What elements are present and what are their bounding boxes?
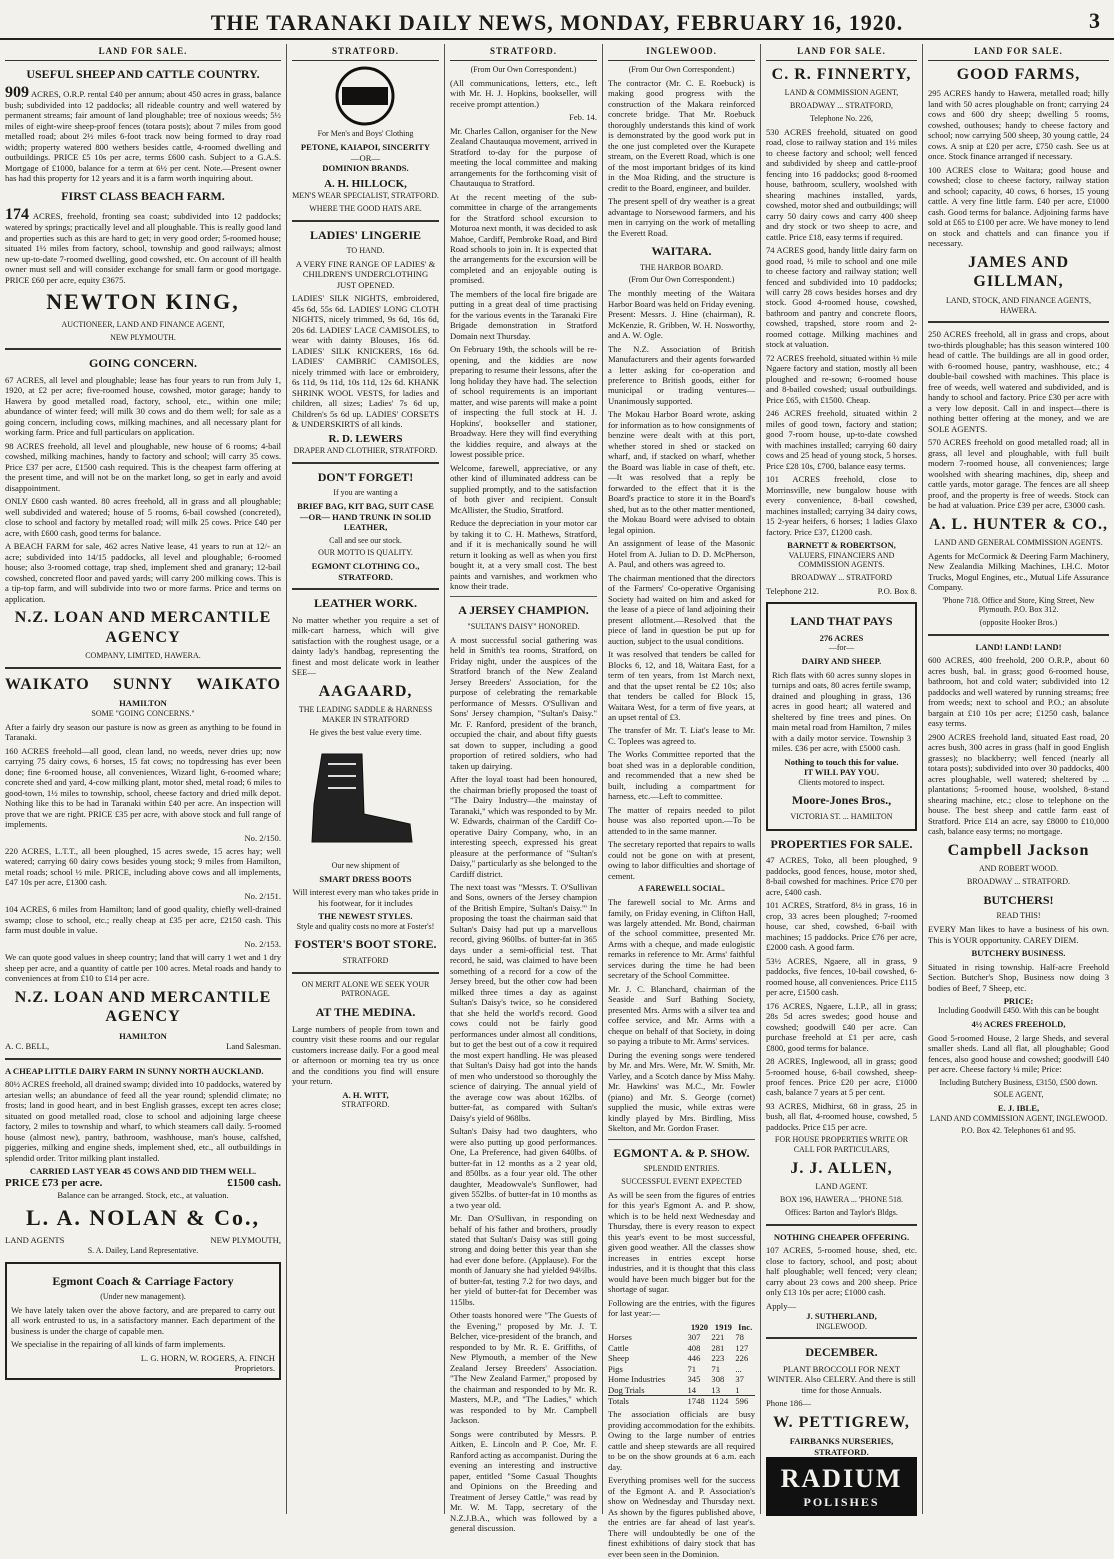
agent-phone: 'Phone 718. Office and Store, King Street, New Plymouth. P.O. Box 312. — [942, 595, 1095, 615]
acreage: 174 — [5, 206, 29, 224]
table-cell: 37 — [735, 1374, 744, 1385]
column-land-for-sale-1 — [0, 44, 286, 1514]
ad-text: We have lately taken over the above factory, and are prepared to carry out all work entrusted to us, in a satisfactory manner. Each department of the business is under the charge of capable men. — [11, 1304, 275, 1336]
table-cell: 71 — [687, 1363, 697, 1374]
news-text: A most successful social gathering was held in Smith's tea rooms, Stratford, on Friday night, under the auspices of the Stratford branch of the New Zealand Jersey Breeders' Association, for the purpose of celebrating the remarkable performance of Messrs. O'Sullivan and Sons' Jersey champion, "Sultan's Daisy." Mr. F. Ranford, president of the branch, occupied the chair, and about fifty guests sat down to supper, including a good proportion of retired soldiers, who had taken up dairying. — [450, 634, 597, 771]
terms: Balance can be arranged. Stock, etc., at valuation. — [57, 1190, 229, 1201]
ad-text: Agents for McCormick & Deering Farm Machinery, New Zealandia Milking Machines, I.H.C. Motor Trucks, Mogul Engines, etc., Mutual Life Assurance Company. — [928, 550, 1109, 593]
table-cell: 1748 — [687, 1396, 705, 1406]
table-cell: 78 — [735, 1332, 744, 1343]
table-cell: 408 — [687, 1342, 701, 1353]
ad-items: BRIEF BAG, KIT BAG, SUIT CASE —OR— HAND TRUNK IN SOLID LEATHER, — [297, 501, 434, 533]
news-text: The Mokau Harbor Board wrote, asking for information as to how consignments of benzine were dealt with at this port, whether stored in shed or stacked on wharf, and, if stacked on wharf, whether the Board was liable in case of theft, etc.—It was resolved that a reply be forwarded to the effect that it is the Board's practice to store it in the Board's shed, but as to the other matter mentioned, the Mokau Board were advised to obtain legal opinion. — [608, 409, 755, 535]
listing-text: ACRES, freehold, fronting sea coast; subdivided into 12 paddocks; watered by springs; practically level and all ploughable. This is really good land and properties such as this are hard to get; in very good order; 5-roomed house; situated 1½ miles from factory, school, township and good railways; almost new up-to-date 7-roomed dwelling, good cowshed, etc. On account of ill health owner must sell and will consider exchange for small farm or good mortgage. PRICE £60 per acre, equity £3675. — [5, 211, 281, 285]
listing-text: ACRES, O.R.P. rental £40 per annum; about 450 acres in grass, balance bush; subdivided into 12 paddocks; all rideable country and well watered by permanent streams; fair amount of land ploughable; tree of noxious weeds; 5½ miles of eight-wire sheep-proof fences (totara posts); about 7 miles from good metalled road; about 2½ miles 6-foot track now being formed to dray road width; property watered 800 wethers besides cattle, 4-roomed dwelling and outbuildings. PRICE £5 10s per acre, terms £600 cash. Subject to a G.A.S. Mortgage of £1000, balance for a term at 6½ per cent. Note.—Present owner has had this property for 12 years and it is a farm worth inquiring about. — [5, 88, 281, 183]
ad-heading: LEATHER WORK. — [314, 596, 417, 611]
ad-names: L. G. HORN, W. ROGERS, A. FINCH — [140, 1352, 275, 1363]
town: HAMILTON — [119, 1030, 167, 1041]
news-text: The next toast was "Messrs. T. O'Sullivan and Sons, owners of the Jersey champion of the British Empire, 'Sultan's Daisy.'" In proposing the toast the chairman said that Sultan's Daisy had put up a marvellous record, giving 960lbs. of butter-fat in 365 days under a semi-official test. That record, he said, was claimed to have been something of a record for a cow of the Jersey breed, but the other cow had been milked three times a day as against Sultan's Daisy's twice, so he considered that she held the world's record. Good cows could not be fairly good performances under almost all conditions, but to get the best out of a cow it required the most expert handling. He was pleased that Sultan's Daisy had got into the hands of men who understood so thoroughly the science of dairying. The annual yield of the average cow was about 162lbs. of butter-fat, as compared with Sultan's Daisy's yield of 968lbs. — [450, 882, 597, 1123]
ad-text: If you are wanting a — [333, 488, 398, 498]
listing: 74 ACRES good, handy little dairy farm on good road, ½ mile to school and one mile to cheese factory and railway station; well fenced and subdivided into 10 paddocks; will carry 28 cows besides horses and dry stock. Good 4-roomed house, cowshed, bathroom and pantry and concrete floors, cowshed, trapshed, store room and 2-roomed cottage. Milking machines and stock at valuation. — [766, 245, 917, 350]
ad-heading: PROPERTIES FOR SALE. — [770, 836, 913, 851]
agent-phone: Phone 186— — [766, 1398, 812, 1409]
news-text: Following are the entries, with the figures for last year:— — [608, 1297, 755, 1319]
listing: 570 ACRES freehold on good metalled road; all in grass, all level and ploughable, with full built modern 7-roomed house, all conveniences; large woolshed with shearing machines, dip, sheep and cattle yards, motor garage. The fences are all sheep proof, and the property is free of weeds. Stock can be had at valuation. Price £39 per acre, £3000 cash. — [928, 437, 1109, 511]
agent-sub: LAND AND GENERAL COMMISSION AGENTS. — [934, 538, 1103, 548]
agent-contact — [766, 586, 917, 596]
ad-acres: 276 ACRES — [819, 632, 864, 643]
ad-text: A VERY FINE RANGE OF LADIES' & CHILDREN'S UNDERCLOTHING JUST OPENED. — [295, 258, 436, 290]
agent-name: J. J. ALLEN, — [790, 1159, 893, 1177]
listing: 107 ACRES, 5-roomed house, shed, etc. close to factory, school, and post; about half ploughable; well fenced; very clean; carry about 23 cows and 200 sheep. Price only £13 10s per acre; £1000 cash. — [766, 1245, 917, 1298]
news-text: Sultan's Daisy had two daughters, who were also putting up good performances. One, La Preference, had given 640lbs. of butter-fat in 12 months as a 2 year old, and 850lbs. as a four year old. The other daughter, Meadowvale's Sunflower, had given 552lbs. of butter-fat in 10 months as a two year old. — [450, 1126, 597, 1210]
banner-mid: SUNNY — [112, 675, 174, 693]
ad-text: DOMINION BRANDS. — [322, 163, 409, 174]
listing: 250 ACRES freehold, all in grass and crops, about two-thirds ploughable; has this season wintered 100 head of cattle. The buildings are all in good order, with 6-roomed house, pantry, washhouse, etc.; 4 double-bail cowshed with machines. This place is free of weeds, well watered and subdivided, and is handy to school and factory. Price £30 per acre with a very low deposit. Call in and inspect—there is nothing better offering at the money, and we are SOLE AGENTS. — [928, 329, 1109, 434]
listing: 176 ACRES, Ngaere, L.I.P., all in grass; 28s 5d acres swedes; good house and cowshed; goodwill £40 per acre. Can purchase freehold at £1 per acre, cash £800, good terms for balance. — [766, 1000, 917, 1053]
masthead — [0, 0, 1114, 40]
acreage: 909 — [5, 83, 29, 101]
agent-name: N.Z. LOAN AND MERCANTILE AGENCY — [14, 609, 272, 646]
news-text: It was resolved that tenders be called for Blocks 6, 12, and 18, Waitara East, for a term of ten years, from 1st March next, and that the upset rental be £2 10s; also that tenders be called for Block 15, Waitara West, for a term of five years, at an upset rental of £3. — [608, 649, 755, 722]
section-heading: INGLEWOOD. — [608, 44, 755, 61]
table-cell: Sheep — [608, 1353, 630, 1364]
ad-subheading: For Men's and Boys' Clothing — [317, 129, 414, 139]
shop-name: A. H. HILLOCK, — [324, 177, 407, 190]
ad-heading: GOOD FARMS, — [956, 65, 1081, 83]
listing-ref: No. 2/153. — [244, 938, 281, 949]
table-cell: 596 — [735, 1396, 749, 1406]
table-row — [608, 1353, 755, 1363]
divider — [608, 1139, 755, 1140]
cash: £1500 cash. — [227, 1176, 281, 1189]
ad-heading: FIRST CLASS BEACH FARM. — [61, 189, 225, 204]
ad-subheading: POLISHES — [803, 1495, 880, 1510]
table-row — [608, 1385, 755, 1396]
news-text: Mr. Dan O'Sullivan, in responding on behalf of his father and brothers, proudly stated that Sultan's Daisy was still going strong and doing better this year than she had ever done before. (Applause). For the month of January she had yielded 94½lbs. of butter-fat, testing 7.2 for two days, and her yield of butter-fat for December was 115lbs. — [450, 1213, 597, 1307]
table-cell: 1124 — [711, 1396, 729, 1406]
ad-heading: LAND! LAND! LAND! — [975, 641, 1062, 652]
news-text: As will be seen from the figures of entries for this year's Egmont A. and P. show, which is to be held next Wednesday and Thursday, there is every reason to expect this year's event to be most successful, given good weather. All the classes show increases in entries except horse industries, and it is thought that this class would have been much bigger but for the shortage of sugar. — [608, 1189, 755, 1295]
agent-box: BOX 196, HAWERA ... 'PHONE 518. — [779, 1195, 904, 1205]
agent-phone: Telephone No. 226, — [810, 113, 873, 123]
agent-name: JAMES AND GILLMAN, — [967, 253, 1069, 291]
news-subheading: A FAREWELL SOCIAL. — [638, 884, 725, 894]
listing: 80½ ACRES freehold, all drained swamp; divided into 10 paddocks, watered by artesian wells; an abundance of feed all the year round; splendid climate; no frosts; land in good heart, and in best English grasses, except ten acres close; situated on good metalled road, close to school and adjoining large cheese factory, 2 miles to township and wharf, to which steamers call daily. 5-roomed house (almost new), pantry, bathroom, washhouse, man's house, calfshed, piggeries, milking and engine sheds, implement shed, etc., all outbuildings in splendid order. Tritor milking plant installed. — [5, 1079, 281, 1163]
ad-subheading: BUTCHERY BUSINESS. — [971, 948, 1066, 959]
ad-text: Situated in rising township. Half-acre Freehold Section. Butcher's Shop, Business now doing 3 bodies of Beef, 7 Sheep, etc. — [928, 961, 1109, 993]
table-header — [608, 1322, 687, 1332]
news-heading: A JERSEY CHAMPION. — [458, 603, 589, 618]
ad-heading: AT THE MEDINA. — [315, 1005, 416, 1020]
listing: 101 ACRES, Stratford, 8½ in grass, 16 in crop, 33 acres been ploughed; 7-roomed house, car shed, cowshed, 6-bail with machines; 15 paddocks. Price £76 per acre, £2000 cash. A good farm. — [766, 900, 917, 953]
ad-text: PETONE, KAIAPOI, SINCERITY — [300, 142, 431, 153]
agent-town: BROADWAY ... STRATFORD, — [790, 101, 893, 111]
ad-heading: SMART DRESS BOOTS — [319, 873, 412, 884]
news-text: The secretary reported that repairs to walls could not be gone on with at present, owing to labor difficulties and shortage of cement. — [608, 839, 755, 881]
ad-heading: RADIUM — [780, 1464, 903, 1494]
news-text: During the evening songs were tendered by Mr. and Mrs. Were, Mr. W. Smith, Mr. Varley, and a Scotch dance by Miss Mahy. Mr. Hawkins' was M.C., Mr. Fowler (piano) and Mr. S. George (cornet) supplied the music, while extras were kindly played by Mrs. Birdling, Miss Skelton, and Mr. Gordon Fraser. — [608, 1049, 755, 1134]
ad-text: —for— — [828, 643, 855, 653]
listing: 295 ACRES handy to Hawera, metalled road; hilly land with 50 acres ploughable on front; carrying 24 cows and 600 dry sheep; dwelling 5 rooms, cowshed, outhouses; handy to cheese factory and school; now carrying 500 sheep, 30 young cattle, 24 cows. A snip at £20 per acre, £750 cash. See us at once. Stock finance arranged if necessary. — [928, 88, 1109, 162]
listing — [5, 208, 281, 285]
listing: 530 ACRES freehold, situated on good road, close to railway station and 1½ miles to cheese factory and school; well fenced and subdivided by sheep and cattle-proof fencing into 16 paddocks; good 8-roomed house, bathroom, scullery, woolshed with shearing machines installed, yards, cowshed, motor shed and outbuildings; will carry 50 dairy cows and carry 400 sheep and dry stock or two sheep to acre, and cattle. Price £18, easy terms if required. — [766, 126, 917, 242]
ad-text: Call and see our stock. — [329, 535, 402, 545]
listing-ref: No. 2/150. — [244, 832, 281, 843]
table-cell: 226 — [735, 1353, 749, 1364]
ad-highlight: CARRIED LAST YEAR 45 COWS AND DID THEM WELL. — [29, 1166, 257, 1177]
ad-heading: Egmont Coach & Carriage Factory — [52, 1273, 234, 1288]
agent-town: INGLEWOOD. — [816, 1321, 867, 1331]
news-subheading: THE HARBOR BOARD. — [640, 262, 723, 272]
egmont-coach-ad — [5, 1262, 281, 1380]
ad-role: Proprietors. — [234, 1363, 275, 1374]
news-text: On February 19th, the schools will be re-opening, and the kiddies are now preparing to resume their lessons, after the long holiday they have had. The selection of school requirements is an important matter, and wise parents will make a point of inspecting the full stock at H. J. Hopkins', bookseller and stationer, Broadway. Here they will find everything the kiddies require, and always at the lowest possible price. — [450, 344, 597, 460]
entries-table — [608, 1322, 755, 1407]
table-cell: ... — [735, 1363, 742, 1374]
banner-right: WAIKATO — [196, 675, 281, 693]
news-text: Mr. Charles Callon, organiser for the New Zealand Chautauqua movement, arrived in Stratford to-day for the purpose of meeting the local committee and making arrangements for the forthcoming visit of Chautauqua to Stratford. — [450, 125, 597, 189]
ad-text: We specialise in the repairing of all kinds of farm implements. — [11, 1339, 226, 1350]
news-text: The N.Z. Association of British Manufacturers and their agents forwarded a letter asking for co-operation and preference to British goods, either for municipal or trading ventures—Unanimously supported. — [608, 343, 755, 406]
ad-text: DAIRY AND SHEEP. — [801, 656, 882, 667]
byline: (From Our Own Correspondent.) — [628, 275, 735, 285]
listing: A BEACH FARM for sale, 462 acres Native lease, 41 years to run at 12/- an acre; subdivided into 14/15 paddocks, all level and ploughable; 6-roomed house; also 3-roomed cottage, trap shed, implement shed and granary; 12-bail cowshed, concreted floor and paved yards; will carry 200 milking cows. This is a tip-top farm, and will subdivide into two or more farms. Price and terms on application. — [5, 541, 281, 604]
ad-heading: NOTHING CHEAPER OFFERING. — [773, 1231, 910, 1242]
listing: 160 ACRES freehold—all good, clean land, no weeds, never dries up; now carrying 75 dairy cows, 6 horses, 15 fat cows; no topdressing has ever been done; fine 6-roomed house, all conveniences, Wizard light, 6-roomed whare; concrete shed and yard, 4-cow milking plant, motor shed, metal road; 6 miles to good-town, 1½ miles to township, school, cheese factory and dried milk depot. Nothing like this to be had in Taranaki within £40 per acre. An inspection will prove that we are right. PRICE £35 per acre, with above stock and full range of implements. — [5, 745, 281, 830]
listing: 100 ACRES close to Waitara; good house and cowshed; close to cheese factory, railway station and school; capacity, 40 cows, 6 horses, 15 young cattle. A very fine little farm. £40 per acre, £1000 cash. Good terms for balance. Adjoining farms have sold at £65 to £100 per acre. We have money to lend on stock and chattels and can finance you if necessary. — [928, 164, 1109, 249]
section-heading: LAND FOR SALE. — [5, 44, 281, 61]
ad-heading: LAND THAT PAYS — [790, 614, 893, 629]
ad-text: Our new shipment of — [331, 860, 400, 870]
news-text: The present spell of dry weather is a great advantage to Norsewood farmers, and his men in carrying on the work of metalling the Everett Road. — [608, 196, 755, 238]
byline: (From Our Own Correspondent.) — [628, 64, 735, 74]
listing: We can quote good values in sheep country; land that will carry 1 wet and 1 dry sheep per acre, and a quantity of cattle per 100 acres. Metal roads and handy to conveniences at from £10 to £14 per acre. — [5, 952, 281, 984]
table-cell: 14 — [687, 1384, 697, 1395]
listing: 104 ACRES, 6 miles from Hamilton; land of good quality, chiefly well-drained swamp; close to school, etc.; really cheap at £35 per acre, £2150 cash. This farm must double in value. — [5, 904, 281, 936]
agent-sub: AND ROBERT WOOD. — [978, 864, 1058, 874]
ad-text: ON MERIT ALONE WE SEEK YOUR PATRONAGE. — [301, 979, 430, 999]
boot-illustration — [292, 744, 422, 854]
news-text: The transfer of Mr. T. Liat's lease to Mr. C. Toplees was agreed to. — [608, 725, 755, 746]
listing: 28 ACRES, Inglewood, all in grass; good 5-roomed house, 6-bail cowshed, sheep-proof fences. Price £20 per acre, £1000 cash, balance 7 years at 5 per cent. — [766, 1056, 917, 1098]
table-cell: 221 — [711, 1332, 725, 1343]
listing: 72 ACRES freehold, situated within ½ mile Ngaere factory and station, mostly all been ploughed and re-sown; 6-roomed house and 8-bailed cowshed; usual outbuildings. Price £65, with £1500. Cheap. — [766, 352, 917, 405]
shop-tagline: WHERE THE GOOD HATS ARE. — [309, 203, 422, 213]
agent-line — [5, 1235, 281, 1245]
agent-name: BARNETT & ROBERTSON, — [787, 540, 896, 551]
table-row — [608, 1332, 755, 1342]
shop-town: STRATFORD. — [341, 1100, 390, 1110]
listing: 47 ACRES, Toko, all been ploughed, 9 paddocks, good fences, house, motor shed, 8-bail cowshed for machines. Price £70 per acre, £400 cash. — [766, 855, 917, 897]
divider — [766, 1337, 917, 1339]
ad-heading: GOING CONCERN. — [88, 356, 197, 371]
ad-text: OUR MOTTO IS QUALITY. — [318, 548, 413, 558]
ad-subheading: 4½ ACRES FREEHOLD, — [971, 1019, 1066, 1030]
news-subheading: SUCCESSFUL EVENT EXPECTED — [621, 1177, 742, 1187]
shop-sub: THE LEADING SADDLE & HARNESS MAKER IN STRATFORD — [298, 705, 433, 724]
table-cell: Cattle — [608, 1342, 629, 1353]
ad-text: Including Butchery Business, £3150, £500 down. — [939, 1077, 1098, 1087]
news-text: The farewell social to Mr. Arms and family, on Friday evening, in Clifton Hall, was largely attended. Mr. Bond, chairman of the school committee, presented Mr. Arms with a cheque, and made eulogistic remarks in reference to Mr. Arms' faithful services during the time he had been secretary of the School Committee. — [608, 897, 755, 981]
table-cell: 308 — [711, 1374, 725, 1385]
news-text: The association officials are busy providing accommodation for the exhibits. Owing to the large number of entries cattle and sheep stewards are all required to be on the show grounds at 6 a.m. each day. — [608, 1409, 755, 1472]
ad-subheading: READ THIS! — [996, 911, 1041, 921]
agent-box: P.O. Box 42. Telephones 61 and 95. — [961, 1126, 1076, 1136]
agent-town: BROADWAY ... STRATFORD. — [967, 876, 1070, 886]
agent-address: (opposite Hooker Bros.) — [979, 618, 1058, 628]
listing: 98 ACRES freehold, all level and ploughable, new house of 6 rooms; 4-bail cowshed, milking machines, handy to factory and school; will carry 35 cows. Price £37 per acre, £1500 cash required. This is the cheapest farm offering at the present time, and will not be on the market long, so get in early and avoid disappointment. — [5, 440, 281, 493]
ad-text: Rich flats with 60 acres sunny slopes in turnips and oats, 80 acres fertile swamp, drained and ploughing in grass, 136 acres in good heart; all watered and sheltered by fine trees and pines. On main metal road from Hamilton, 7 miles with a daily motor service. Township 3 miles. £36 per acre, with £5000 cash. — [772, 669, 911, 754]
agent-sub: VALUERS, FINANCIERS AND COMMISSION AGENTS. — [788, 550, 895, 570]
ad-text: Good 5-roomed House, 2 large Sheds, and several smaller sheds. Land all flat, all ploughable; Good fences, also good house and cowshed; goodwill £40 per acre. Cheese factory ¼ mile; Price: — [928, 1032, 1109, 1075]
table-cell: 127 — [735, 1342, 749, 1353]
news-subheading: "SULTAN'S DAISY" HONORED. — [467, 622, 580, 632]
agent-town: NEW PLYMOUTH. — [110, 332, 176, 342]
news-text: (All communications, letters, etc., left with Mr. H. J. Hopkins, bookseller, will receive prompt attention.) — [450, 77, 597, 109]
section-heading: LAND FOR SALE. — [928, 44, 1109, 61]
masthead-title: THE TARANAKI DAILY NEWS, MONDAY, FEBRUARY 16, 1920. — [210, 10, 904, 35]
agent-name: E. J. IBLE, — [997, 1103, 1040, 1114]
agent-box: P.O. Box 8. — [877, 585, 917, 596]
listing: 53½ ACRES, Ngaere, all in grass, 9 paddocks, five fences, 10-bail cowshed, 6-roomed house, all conveniences. Price £115 per acre, £1500 cash. — [766, 955, 917, 998]
table-header-row — [608, 1322, 755, 1332]
ad-text: Will interest every man who takes pride in his footwear, for it includes — [292, 887, 439, 908]
news-text: Reduce the depreciation in your motor car by taking it to C. H. Mathews, Stratford, and if it is mechanically sound he will return it looking as well as when you first bought it, at a very small cost. The best paints and varnishes, and workmen who know their trade. — [450, 518, 597, 591]
banner-left: WAIKATO — [5, 675, 90, 693]
dateline: Feb. 14. — [569, 112, 597, 123]
ad-subheading: (Under new management). — [100, 1292, 186, 1302]
listing: 93 ACRES, Midhirst, 68 in grass, 25 in bush, all flat, 4-roomed house, cowshed, 5 paddocks. Price £15 per acre. — [766, 1100, 917, 1132]
news-heading: WAITARA. — [651, 243, 712, 258]
news-text: The members of the local fire brigade are putting in a great deal of time practising for the various events in the Taranaki Fire Brigade demonstration in Stratford Domain next Thursday. — [450, 288, 597, 341]
agent-name: C. R. FINNERTY, — [771, 65, 912, 83]
listing: ONLY £600 cash wanted. 80 acres freehold, all in grass and all ploughable; well subdivided and watered; house of 5 rooms, 6-bail cowshed (concreted), close to school and factory by metalled road; will milk 25 cows. Price £40 per acre, with £600 cash, good terms for balance. — [5, 496, 281, 538]
ad-heading: BUTCHERS! — [983, 892, 1054, 907]
agent-sub: COMPANY, LIMITED, HAWERA. — [85, 651, 201, 661]
table-header: 1920 — [690, 1321, 709, 1332]
table-total-row — [608, 1396, 755, 1407]
agent-town: BROADWAY ... STRATFORD — [791, 573, 892, 583]
land-that-pays-ad — [766, 602, 917, 830]
agent-sub: LAND, STOCK, AND FINANCE AGENTS, HAWERA. — [946, 295, 1091, 315]
ad-text: Nothing to touch this for value. — [784, 756, 899, 767]
table-cell: 13 — [711, 1384, 720, 1395]
divider — [5, 348, 281, 350]
ad-text: PLANT BROCCOLI FOR NEXT WINTER. Also CELERY. And there is still time for those Annuals. — [767, 1363, 916, 1395]
news-text: The contractor (Mr. C. E. Roebuck) is making good progress with the construction of the Makara reinforced concrete bridge. That Mr. Roebuck thoroughly understands this kind of work is demonstrated by the good work put in the one just completed over the Kurapete stream, on the Everett Road, which is one of the most important bridges of its kind in the Moa Riding, and the structure is credit to the Board, engineer, and builder. — [608, 77, 755, 193]
agent-town: NEW PLYMOUTH, — [210, 1235, 281, 1246]
table-cell: 345 — [687, 1374, 701, 1385]
ad-text: Style and quality costs no more at Foster's! — [296, 921, 435, 931]
agent-name: Moore-Jones Bros., — [791, 793, 892, 808]
agent-town: STRATFORD. — [814, 1446, 869, 1457]
price-line — [5, 1177, 281, 1190]
news-text: The Works Committee reported that the boat shed was in a deplorable condition, and recommended that a new shed be built, including a compartment for harness, etc.—Left to committee. — [608, 749, 755, 802]
table-cell: 281 — [711, 1342, 725, 1353]
news-text: After the loyal toast had been honoured, the chairman briefly proposed the toast of "The Dairy Industry—the mainstay of Taranaki," which was responded to by Mr. W. Edwards, chairman of the Cardiff Co-operative Dairy Company, who, in an interesting speech, expressed his great pleasure at the performance of "Sultan's Daisy," particularly as she belonged to the Cardiff district. — [450, 774, 597, 879]
table-cell: 71 — [711, 1363, 720, 1374]
agent-name: NEWTON KING, — [46, 289, 240, 314]
divider — [292, 462, 439, 464]
column-inglewood-waitara — [602, 44, 760, 1559]
ad-heading: LADIES' LINGERIE — [309, 227, 422, 242]
table-header: Inc. — [738, 1321, 753, 1332]
salesman-name: A. C. BELL, — [5, 1041, 50, 1052]
news-text: Welcome, farewell, appreciative, or any other kind of illuminated address can be supplied promptly, and to the satisfaction of both giver and recipient. Consult McAllister, the Studio, Stratford. — [450, 462, 597, 515]
ad-heading: DECEMBER. — [805, 1345, 878, 1360]
ad-text: No matter whether you require a set of milk-cart harness, which will give satisfaction with the roughest usage, or a dainty lady's handbag, representing the finest and most delicate work in leather SEE— — [292, 614, 439, 678]
divider — [5, 1058, 281, 1060]
table-cell: 1 — [735, 1384, 740, 1395]
agent-sub: AUCTIONEER, LAND AND FINANCE AGENT, — [61, 319, 225, 329]
news-heading: EGMONT A. & P. SHOW. — [613, 1145, 750, 1160]
table-row — [608, 1364, 755, 1374]
column-stratford-news — [444, 44, 602, 1534]
divider — [292, 972, 439, 974]
agent-name: W. PETTIGREW, — [773, 1413, 910, 1431]
agent-sub: LAND AGENT. — [815, 1182, 868, 1192]
table-cell: Pigs — [608, 1363, 623, 1374]
representative: S. A. Dailey, Land Representative. — [87, 1245, 199, 1255]
page-number: 3 — [1089, 8, 1100, 33]
listing: 101 ACRES freehold, close to Morrinsville, new bungalow house with every convenience, 8-bail cowshed, machines installed; carrying 34 dairy cows, 15 2-year heifers, 6 horses; 1 ladies Glaxo factory. Price £37, £1200 cash. — [766, 474, 917, 537]
ad-heading: USEFUL SHEEP AND CATTLE COUNTRY. — [26, 66, 260, 81]
listing-ref: No. 2/151. — [244, 890, 281, 901]
table-cell: 307 — [687, 1332, 701, 1343]
news-text: Everything promises well for the success of the Egmont A. and P. Association's show on Wednesday and Thursday next. As shown by the figures published above, the entries are far ahead of last year's. There will undoubtedly be one of the finest exhibitions of dairy stock that has ever been seen in the Dominion. — [608, 1475, 755, 1559]
ad-banner — [5, 675, 281, 695]
agent-name: L. A. NOLAN & Co., — [25, 1204, 260, 1230]
table-row — [608, 1374, 755, 1384]
ad-text: IT WILL PAY YOU. — [804, 767, 879, 778]
divider — [766, 1224, 917, 1226]
agent-name: A. L. HUNTER & CO., — [928, 515, 1108, 533]
ad-text: EVERY Man likes to have a business of his own. This is YOUR opportunity. CAREY DIEM. — [928, 924, 1109, 945]
ad-text: —OR— — [350, 152, 381, 163]
divider — [5, 667, 281, 669]
agent-name: Campbell Jackson — [947, 841, 1090, 859]
salesman-line — [5, 1041, 281, 1051]
table-row — [608, 1343, 755, 1353]
column-stratford-ads — [286, 44, 444, 1514]
ad-text: THE NEWEST STYLES. — [318, 911, 413, 922]
agent-office: Offices: Barton and Taylor's Bldgs. — [785, 1207, 898, 1217]
news-text: Songs were contributed by Messrs. P. Aitken, E. Lincoln and P. Coe, Mr. F. Ranford acting as accompanist. During the evening an interesting and instructive paper, entitled "Some Casual Thoughts and Opinions on the Breeding and Treatment of Jersey Cattle," was read by Mr. W. M. Tapp, secretary of the N.Z.J.B.A., which was followed by a general discussion. — [450, 1428, 598, 1534]
listing: 600 ACRES, 400 freehold, 200 O.R.P., about 60 acres bush, bal. in grass; good 6-roomed house, bathroom, hot and cold water; subdivided into 12 paddocks and well watered by running streams; free from weeds; next to school and P.O.; an absolute bargain at £10 10s per acre; £1250 cash, balance easy terms. — [928, 655, 1109, 729]
shop-name: AAGAARD, — [318, 682, 413, 700]
shop-name: A. H. WITT, — [342, 1089, 389, 1100]
column-land-for-sale-3 — [922, 44, 1114, 1514]
shop-tagline: He gives the best value every time. — [309, 727, 422, 737]
listing: 220 ACRES, L.T.T., all been ploughed, 15 acres swede, 15 acres hay; well watered; carrying 60 dairy cows besides young stock; 9 miles from Hamilton, metal roads; school ½ mile. PRICE, including above cows and all implements, £47 10s per acre, £1300 cash. — [5, 845, 281, 888]
table-cell: 446 — [687, 1353, 701, 1364]
agent-town: VICTORIA ST. ... HAMILTON — [790, 811, 893, 821]
ad-heading: DON'T FORGET! — [317, 469, 414, 484]
listing: 2900 ACRES freehold land, situated East road, 20 acres bush, 300 acres in grass (half in good English grasses); no blackberry; well fenced (nearly all totara posts); subdivided into over 30 paddocks, 400 acres ploughable, well watered; sheltered by ... plantations; 5-roomed house, woolshed, 8-stand shearing machine, etc.; close to telephone on the house. The best sheep and cattle farm east of Stratford. Price £14 an acre, say £8000 to £10,000 cash, balance easy terms; no mortgage. — [928, 731, 1109, 837]
agent-sub: LAND AND COMMISSION AGENT, INGLEWOOD. — [929, 1113, 1108, 1123]
shop-name: R. D. LEWERS — [328, 432, 403, 445]
shop-sub: DRAPER AND CLOTHIER, STRATFORD. — [293, 446, 438, 456]
column-land-for-sale-2 — [760, 44, 922, 1514]
table-cell: Horses — [608, 1332, 632, 1343]
agent-phone: Telephone 212. — [766, 585, 819, 596]
agent-sub: LAND & COMMISSION AGENT, — [784, 88, 899, 98]
radium-polishes-ad — [766, 1457, 917, 1515]
byline: (From Our Own Correspondent.) — [470, 64, 577, 74]
divider — [928, 321, 1109, 323]
ad-text: Clients motored to inspect. — [798, 777, 885, 787]
section-heading: LAND FOR SALE. — [766, 44, 917, 61]
divider — [292, 220, 439, 222]
table-cell: Totals — [608, 1396, 629, 1406]
section-heading: STRATFORD. — [292, 44, 439, 61]
divider — [928, 634, 1109, 636]
ad-text: FOR HOUSE PROPERTIES WRITE OR CALL FOR PARTICULARS, — [774, 1135, 909, 1155]
table-cell: Dog Trials — [608, 1384, 645, 1395]
news-subheading: SPLENDID ENTRIES. — [643, 1164, 720, 1174]
ad-text: Including Goodwill £450. With this can be bought — [938, 1006, 1099, 1016]
news-text: At the recent meeting of the sub-committee in charge of the arrangements for the Stratford school excursion to Moturoa next month, it was decided to ask Mahoe, Cardiff, Pembroke Road, and Bird Road schools to join in. It is expected that the arrangements for the excursion will be completed and an enjoyable outing is promised. — [450, 191, 597, 286]
agent-name: J. SUTHERLAND, — [806, 1311, 877, 1322]
ad-text: Apply— — [766, 1300, 797, 1311]
news-text: An assignment of lease of the Masonic Hotel from A. Julian to D. D. McPherson, A. Paul, and others was agreed to. — [608, 538, 755, 570]
shop-name: FOSTER'S BOOT STORE. — [294, 937, 437, 952]
ad-subheading: TO HAND. — [346, 246, 385, 256]
news-text: Mr. J. C. Blanchard, chairman of the Seaside and Surf Bathing Society, presented Mrs. Arms with a silver tea and coffee service, and Mr. Arms with a cheque on behalf of that Society, in doing so paying a tribute to Mr. Arms' services. — [608, 983, 755, 1047]
table-cell: 223 — [711, 1353, 725, 1364]
listing — [5, 83, 281, 184]
agent-sub: FAIRBANKS NURSERIES, — [789, 1436, 894, 1447]
news-text: The chairman mentioned that the directors of the Farmers' Co-operative Organising Society had waited on him and asked for the lease of a piece of land adjoining their present allotment.—Resolved that the piece of land in question be put up for auction, subject to the usual conditions. — [608, 572, 755, 646]
news-text: The matter of repairs needed to pilot house was also reported upon.—To be attended to in the same manner. — [608, 804, 755, 836]
table-cell: Home Industries — [608, 1374, 666, 1385]
ad-subheading: SOME "GOING CONCERNS." — [91, 708, 195, 718]
town: HAMILTON — [119, 698, 167, 709]
salesman-role: Land Salesman. — [226, 1041, 281, 1052]
shop-name: EGMONT CLOTHING CO., STRATFORD. — [311, 561, 420, 582]
ad-items: LADIES' SILK NIGHTS, embroidered, 45s 6d, 55s 6d. LADIES' LONG CLOTH NIGHTS, nicely trimmed, 9s 6d, 16s 6d, 20s 6d. LADIES' LACE CAMISOLES, to wear with dainty Blouses, 16s 6d. LADIES' SILK KNICKERS, 16s 6d. LADIES' CAMBRIC CAMISOLES, nicely trimmed with lace or embroidery, 6s 11d, 9s 11d, 10s 11d, 12s 6d. KHANK SHRINK WOOL VESTS, for ladies and children, all sizes; Ladies' 7s 6d up, Children's 5s 6d up. LADIES' CORSETS & UNDERSKIRTS of all kinds. — [292, 293, 439, 430]
table-header: 1919 — [714, 1321, 732, 1332]
listing: 67 ACRES, all level and ploughable; lease has four years to run from July 1, 1920, at £2 per acre; five-roomed house, cowshed, motor garage; handy to Hawera by good metalled road, factory, school, etc., within one mile; abundance of winter feed; will milk 30 cows and do them well; for sale as a going concern, including cows, milking machines, and all necessary plant for working farm. Price and full particulars on application. — [5, 374, 281, 438]
price: PRICE £73 per acre. — [5, 1176, 103, 1189]
agent-role: LAND AGENTS — [5, 1235, 65, 1246]
listing: 246 ACRES freehold, situated within 2 miles of good town, factory and station; good 7-room house, up-to-date cowshed with machines installed; carrying 60 dairy cows and 25 head of young stock, 5 horses. Price £28 10s, £700, balance easy terms. — [766, 408, 917, 471]
kash-logo — [292, 65, 438, 127]
agent-name: N.Z. LOAN AND MERCANTILE AGENCY — [14, 988, 272, 1026]
ad-text: Large numbers of people from town and country visit these rooms and our regular customers increase daily. For a good meal or afternoon or morning tea try us once and the conditions you find will ensure your return. — [292, 1023, 439, 1087]
news-text: The monthly meeting of the Waitara Harbor Board was held on Friday evening. Present: Messrs. J. Hine (chairman), R. McKenzie, R. Gribben, W. H. Nosworthy, and A. W. Ogle. — [608, 288, 755, 341]
divider — [292, 588, 439, 590]
news-text: Other toasts honored were "The Guests of the Evening," proposed by Mr. J. T. Belcher, vice-president of the branch, and responded to by Mr. R. E. Griffiths, of New Plymouth, a member of the New Zealand Jersey Breeders' Association. "The New Zealand Farmer," proposed by the chairman and responded to by Mr. R. Masters, M.P., and "The Ladies," which was responded to by Mr. Campbell Jackson. — [450, 1310, 597, 1426]
ad-subheading: PRICE: — [1003, 995, 1034, 1006]
ad-intro: After a fairly dry season our pasture is now as green as anything to be found in Taranaki. — [5, 721, 281, 743]
shop-town: STRATFORD — [342, 955, 389, 965]
divider — [450, 596, 597, 597]
section-heading: STRATFORD. — [450, 44, 597, 61]
ad-heading: A CHEAP LITTLE DAIRY FARM IN SUNNY NORTH AUCKLAND. — [5, 1065, 264, 1076]
shop-sub: MEN'S WEAR SPECIALIST, STRATFORD. — [292, 191, 439, 201]
ad-text: SOLE AGENT, — [993, 1090, 1044, 1100]
